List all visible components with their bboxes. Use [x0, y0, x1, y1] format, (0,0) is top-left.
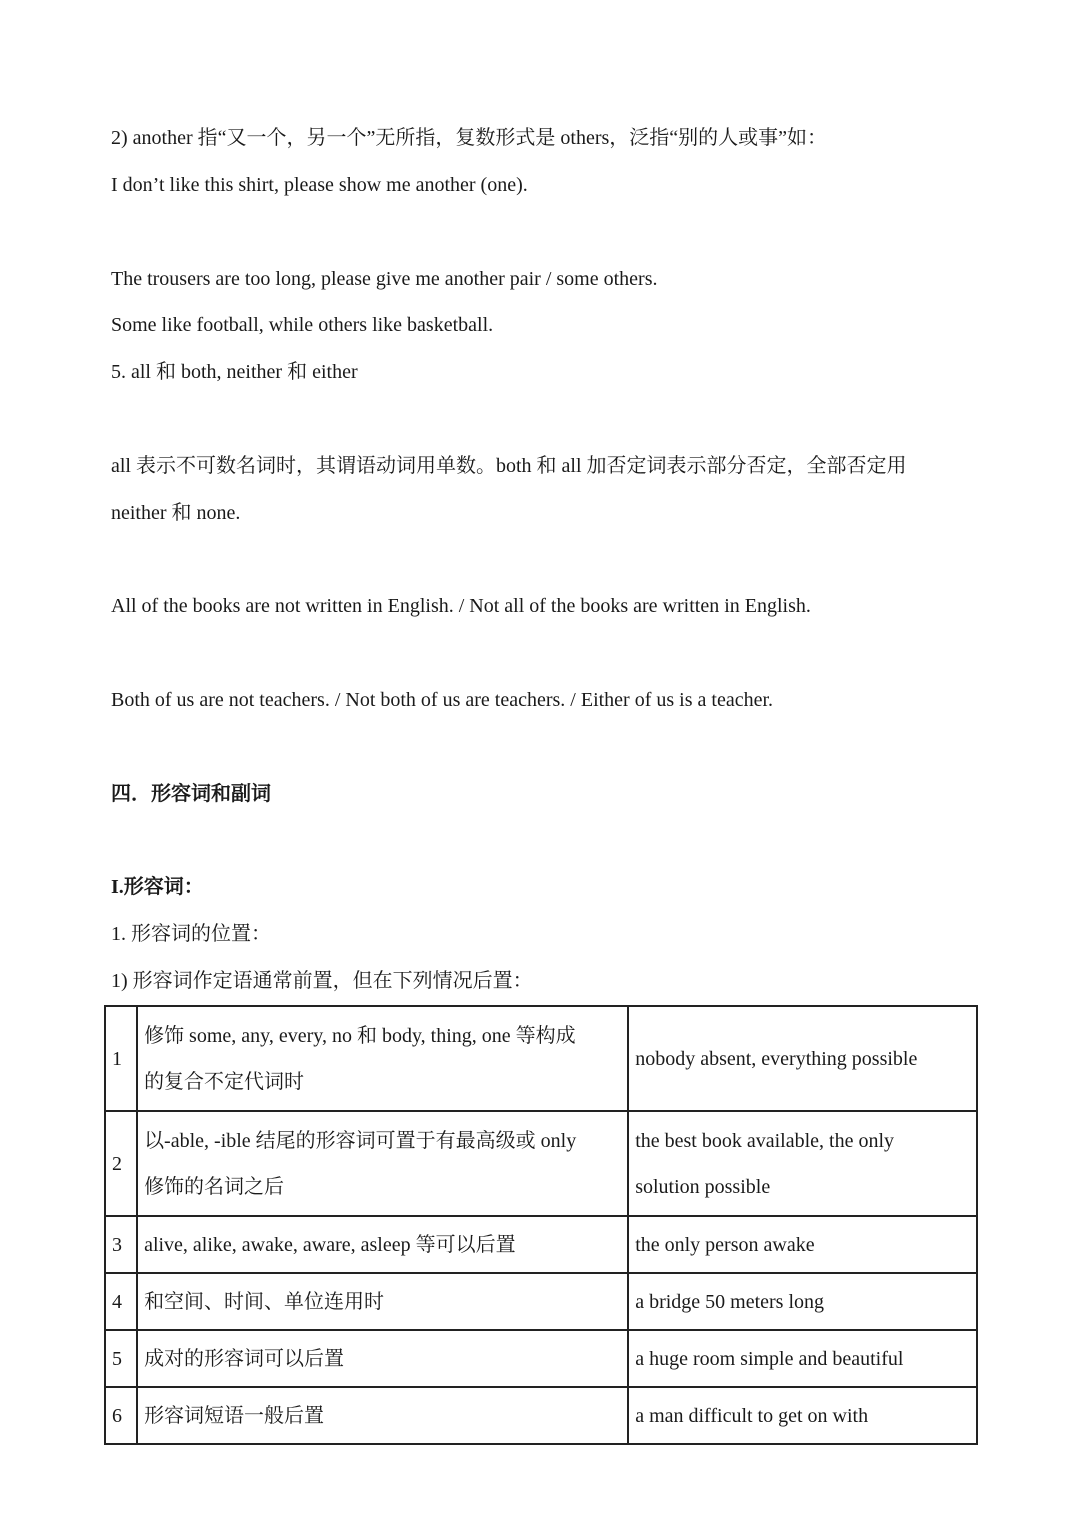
example-trousers: The trousers are too long, please give me another pair / some others. [111, 268, 658, 290]
paragraph-all: all 表示不可数名词时，其谓语动词用单数。both 和 all 加否定词表示部分否定，全部否定用 [111, 455, 907, 477]
adjective-position-table [104, 1005, 978, 1445]
paragraph-neither: neither 和 none. [111, 502, 241, 524]
rule-description: 和空间、时间、单位连用时 [137, 1273, 628, 1330]
row-number: 1 [105, 1006, 137, 1111]
rule-description: alive, alike, awake, aware, asleep 等可以后置 [137, 1216, 628, 1273]
table-row [105, 1387, 977, 1444]
table-row [105, 1111, 977, 1216]
heading-all-both: 5. all 和 both, neither 和 either [111, 361, 358, 383]
rule-example: nobody absent, everything possible [628, 1006, 977, 1111]
rule-description: 成对的形容词可以后置 [137, 1330, 628, 1387]
example-teachers: Both of us are not teachers. / Not both of us are teachers. / Either of us is a teacher. [111, 689, 774, 711]
row-number: 5 [105, 1330, 137, 1387]
rule-example: the best book available, the only solution possible [628, 1111, 977, 1216]
subsection-heading: I.形容词： [111, 876, 204, 898]
example-shirt: I don’t like this shirt, please show me another (one). [111, 174, 528, 196]
list-item-postposition: 1) 形容词作定语通常前置，但在下列情况后置： [111, 970, 533, 992]
row-number: 4 [105, 1273, 137, 1330]
row-number: 2 [105, 1111, 137, 1216]
rule-description: 修饰 some, any, every, no 和 body, thing, one 等构成 的复合不定代词时 [137, 1006, 628, 1111]
rule-example: a bridge 50 meters long [628, 1273, 977, 1330]
section-heading: 四．形容词和副词 [111, 783, 271, 805]
table-row [105, 1216, 977, 1273]
example-football: Some like football, while others like basketball. [111, 314, 494, 336]
rule-description: 以-able, -ible 结尾的形容词可置于有最高级或 only 修饰的名词之后 [137, 1111, 628, 1216]
table-row [105, 1273, 977, 1330]
table-row [105, 1006, 977, 1111]
example-books: All of the books are not written in English. / Not all of the books are written in English. [111, 595, 811, 617]
rule-description: 形容词短语一般后置 [137, 1387, 628, 1444]
paragraph-another: 2) another 指“又一个，另一个”无所指，复数形式是 others，泛指“别的人或事”如： [111, 127, 828, 149]
rule-example: a man difficult to get on with [628, 1387, 977, 1444]
rule-example: the only person awake [628, 1216, 977, 1273]
row-number: 6 [105, 1387, 137, 1444]
rule-example: a huge room simple and beautiful [628, 1330, 977, 1387]
list-item-position: 1. 形容词的位置： [111, 923, 271, 945]
table-row [105, 1330, 977, 1387]
row-number: 3 [105, 1216, 137, 1273]
